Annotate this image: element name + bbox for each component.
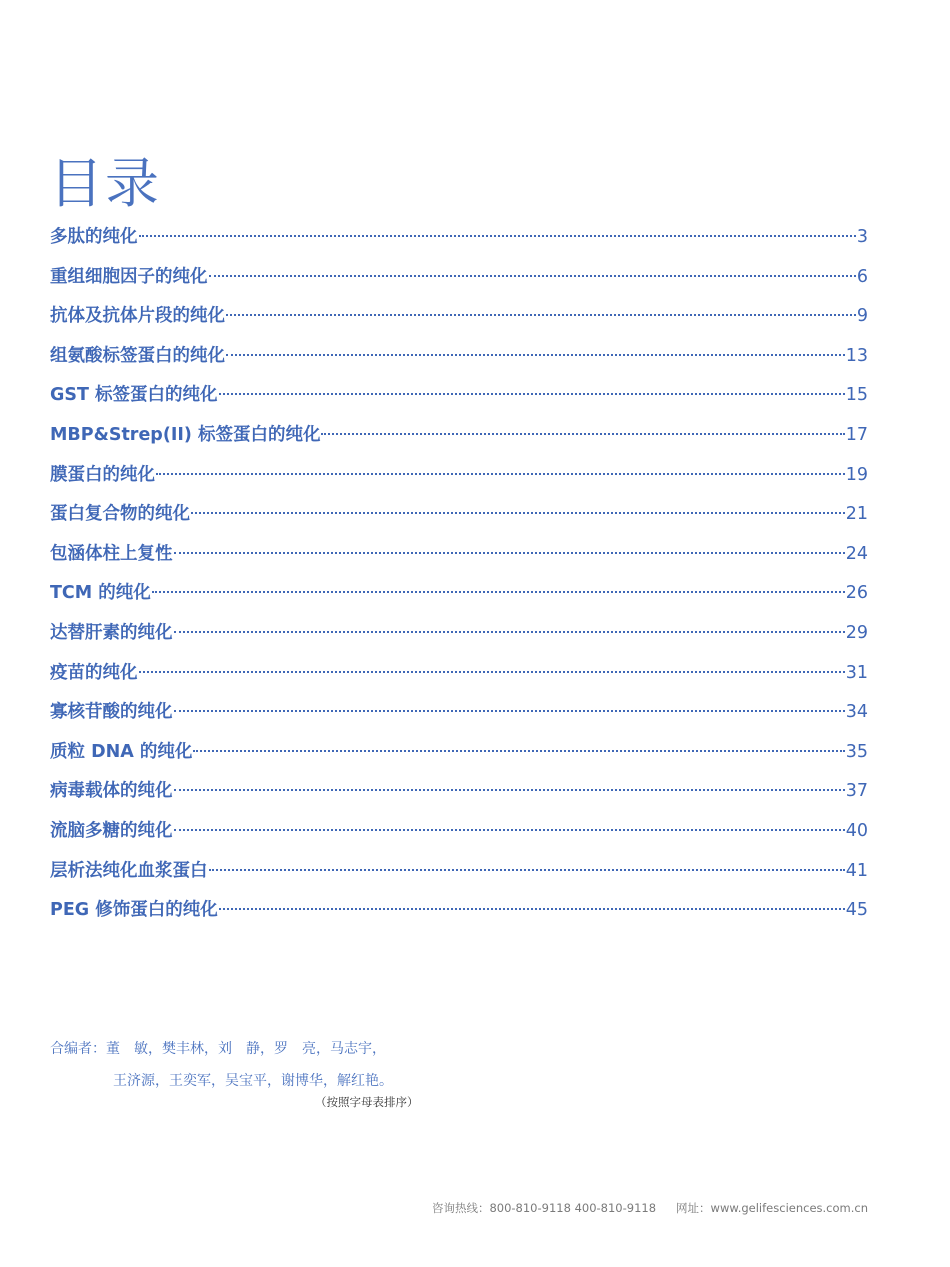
- toc-entry-page: 6: [856, 266, 868, 287]
- toc-dot-leader: [193, 750, 844, 752]
- website-link[interactable]: www.gelifesciences.com.cn: [710, 1201, 868, 1215]
- toc-entry-title: 膜蛋白的纯化: [50, 464, 155, 485]
- toc-dot-leader: [219, 393, 845, 395]
- toc-entry[interactable]: [50, 697, 868, 737]
- toc-dot-leader: [156, 473, 845, 475]
- toc-entry-page: 35: [845, 741, 868, 762]
- toc-entry[interactable]: [50, 499, 868, 539]
- toc-entry-page: 31: [845, 662, 868, 683]
- toc-entry-title: 蛋白复合物的纯化: [50, 504, 190, 525]
- toc-entry-title: 组氨酸标签蛋白的纯化: [50, 345, 225, 366]
- toc-entry-title: 病毒载体的纯化: [50, 781, 173, 802]
- toc-entry[interactable]: [50, 341, 868, 381]
- toc-entry[interactable]: [50, 301, 868, 341]
- toc-entry[interactable]: [50, 380, 868, 420]
- toc-entry-page: 40: [845, 820, 868, 841]
- toc-entry-page: 3: [856, 227, 868, 247]
- credits-note: （按照字母表排序）: [315, 1095, 419, 1109]
- toc-entry-title: 抗体及抗体片段的纯化: [50, 306, 225, 327]
- toc-entry[interactable]: [50, 895, 868, 935]
- toc-entry-title: 流脑多糖的纯化: [50, 820, 173, 841]
- toc-entry[interactable]: [50, 460, 868, 500]
- toc-dot-leader: [174, 710, 845, 712]
- toc-entry-page: 34: [845, 702, 868, 723]
- toc-entry-page: 45: [845, 900, 868, 921]
- credits-line-2: 王济源，王奕军，吴宝平，谢博华，解红艳。: [113, 1073, 393, 1089]
- credits: [50, 1036, 419, 1109]
- toc-entry-page: 15: [845, 385, 868, 406]
- hotline-numbers: 800-810-9118 400-810-9118: [489, 1201, 657, 1215]
- toc-dot-leader: [139, 671, 845, 673]
- toc-entry-page: 26: [845, 583, 868, 604]
- credits-line-1: 合编者：董 敏，樊丰林，刘 静，罗 亮，马志宇，: [50, 1041, 386, 1057]
- toc-dot-leader: [152, 591, 845, 593]
- toc-entry-title: 重组细胞因子的纯化: [50, 266, 208, 287]
- toc-entry-title: 疫苗的纯化: [50, 662, 138, 683]
- hotline-label: 咨询热线：: [431, 1201, 490, 1215]
- toc-entry-title: 包涵体柱上复性: [50, 543, 173, 564]
- toc-entry-title: 寡核苷酸的纯化: [50, 702, 173, 723]
- toc-entry-page: 19: [845, 464, 868, 485]
- toc-entry-title: GST 标签蛋白的纯化: [50, 385, 218, 406]
- toc-entry[interactable]: [50, 658, 868, 698]
- toc-entry[interactable]: [50, 539, 868, 579]
- toc-entry[interactable]: [50, 420, 868, 460]
- toc-entry-title: TCM 的纯化: [50, 583, 151, 604]
- toc-entry-title: 达替肝素的纯化: [50, 622, 173, 643]
- toc-entry-page: 37: [845, 781, 868, 802]
- toc-entry[interactable]: [50, 856, 868, 896]
- toc-entry[interactable]: [50, 262, 868, 302]
- toc-dot-leader: [209, 869, 845, 871]
- toc-entry[interactable]: [50, 578, 868, 618]
- toc-dot-leader: [174, 789, 845, 791]
- toc-entry[interactable]: [50, 737, 868, 777]
- toc-dot-leader: [226, 354, 845, 356]
- toc-dot-leader: [191, 512, 845, 514]
- toc-entry-title: 多肽的纯化: [50, 227, 138, 247]
- toc-entry-title: 质粒 DNA 的纯化: [50, 741, 193, 762]
- toc-dot-leader: [174, 552, 845, 554]
- toc-entry[interactable]: [50, 816, 868, 856]
- toc-entry-title: MBP&Strep(II) 标签蛋白的纯化: [50, 424, 321, 445]
- toc-entry-page: 13: [845, 345, 868, 366]
- toc-entry[interactable]: [50, 222, 868, 262]
- toc-entry-page: 41: [845, 860, 868, 881]
- toc-dot-leader: [209, 275, 856, 277]
- toc-entry-page: 21: [845, 504, 868, 525]
- toc-dot-leader: [219, 908, 845, 910]
- toc-entry-page: 17: [845, 424, 868, 445]
- toc-dot-leader: [139, 235, 856, 237]
- toc-entry[interactable]: [50, 776, 868, 816]
- toc-dot-leader: [174, 631, 845, 633]
- toc-dot-leader: [321, 433, 844, 435]
- toc-entry-page: 24: [845, 543, 868, 564]
- website-label: 网址：: [676, 1201, 711, 1215]
- footer: [432, 1200, 868, 1216]
- toc-entry-title: 层析法纯化血浆蛋白: [50, 860, 208, 881]
- table-of-contents: [50, 222, 868, 935]
- toc-entry[interactable]: [50, 618, 868, 658]
- page-title: 目录: [49, 152, 161, 216]
- toc-dot-leader: [174, 829, 845, 831]
- toc-dot-leader: [226, 314, 856, 316]
- toc-entry-title: PEG 修饰蛋白的纯化: [50, 900, 218, 921]
- toc-entry-page: 9: [856, 306, 868, 327]
- toc-entry-page: 29: [845, 622, 868, 643]
